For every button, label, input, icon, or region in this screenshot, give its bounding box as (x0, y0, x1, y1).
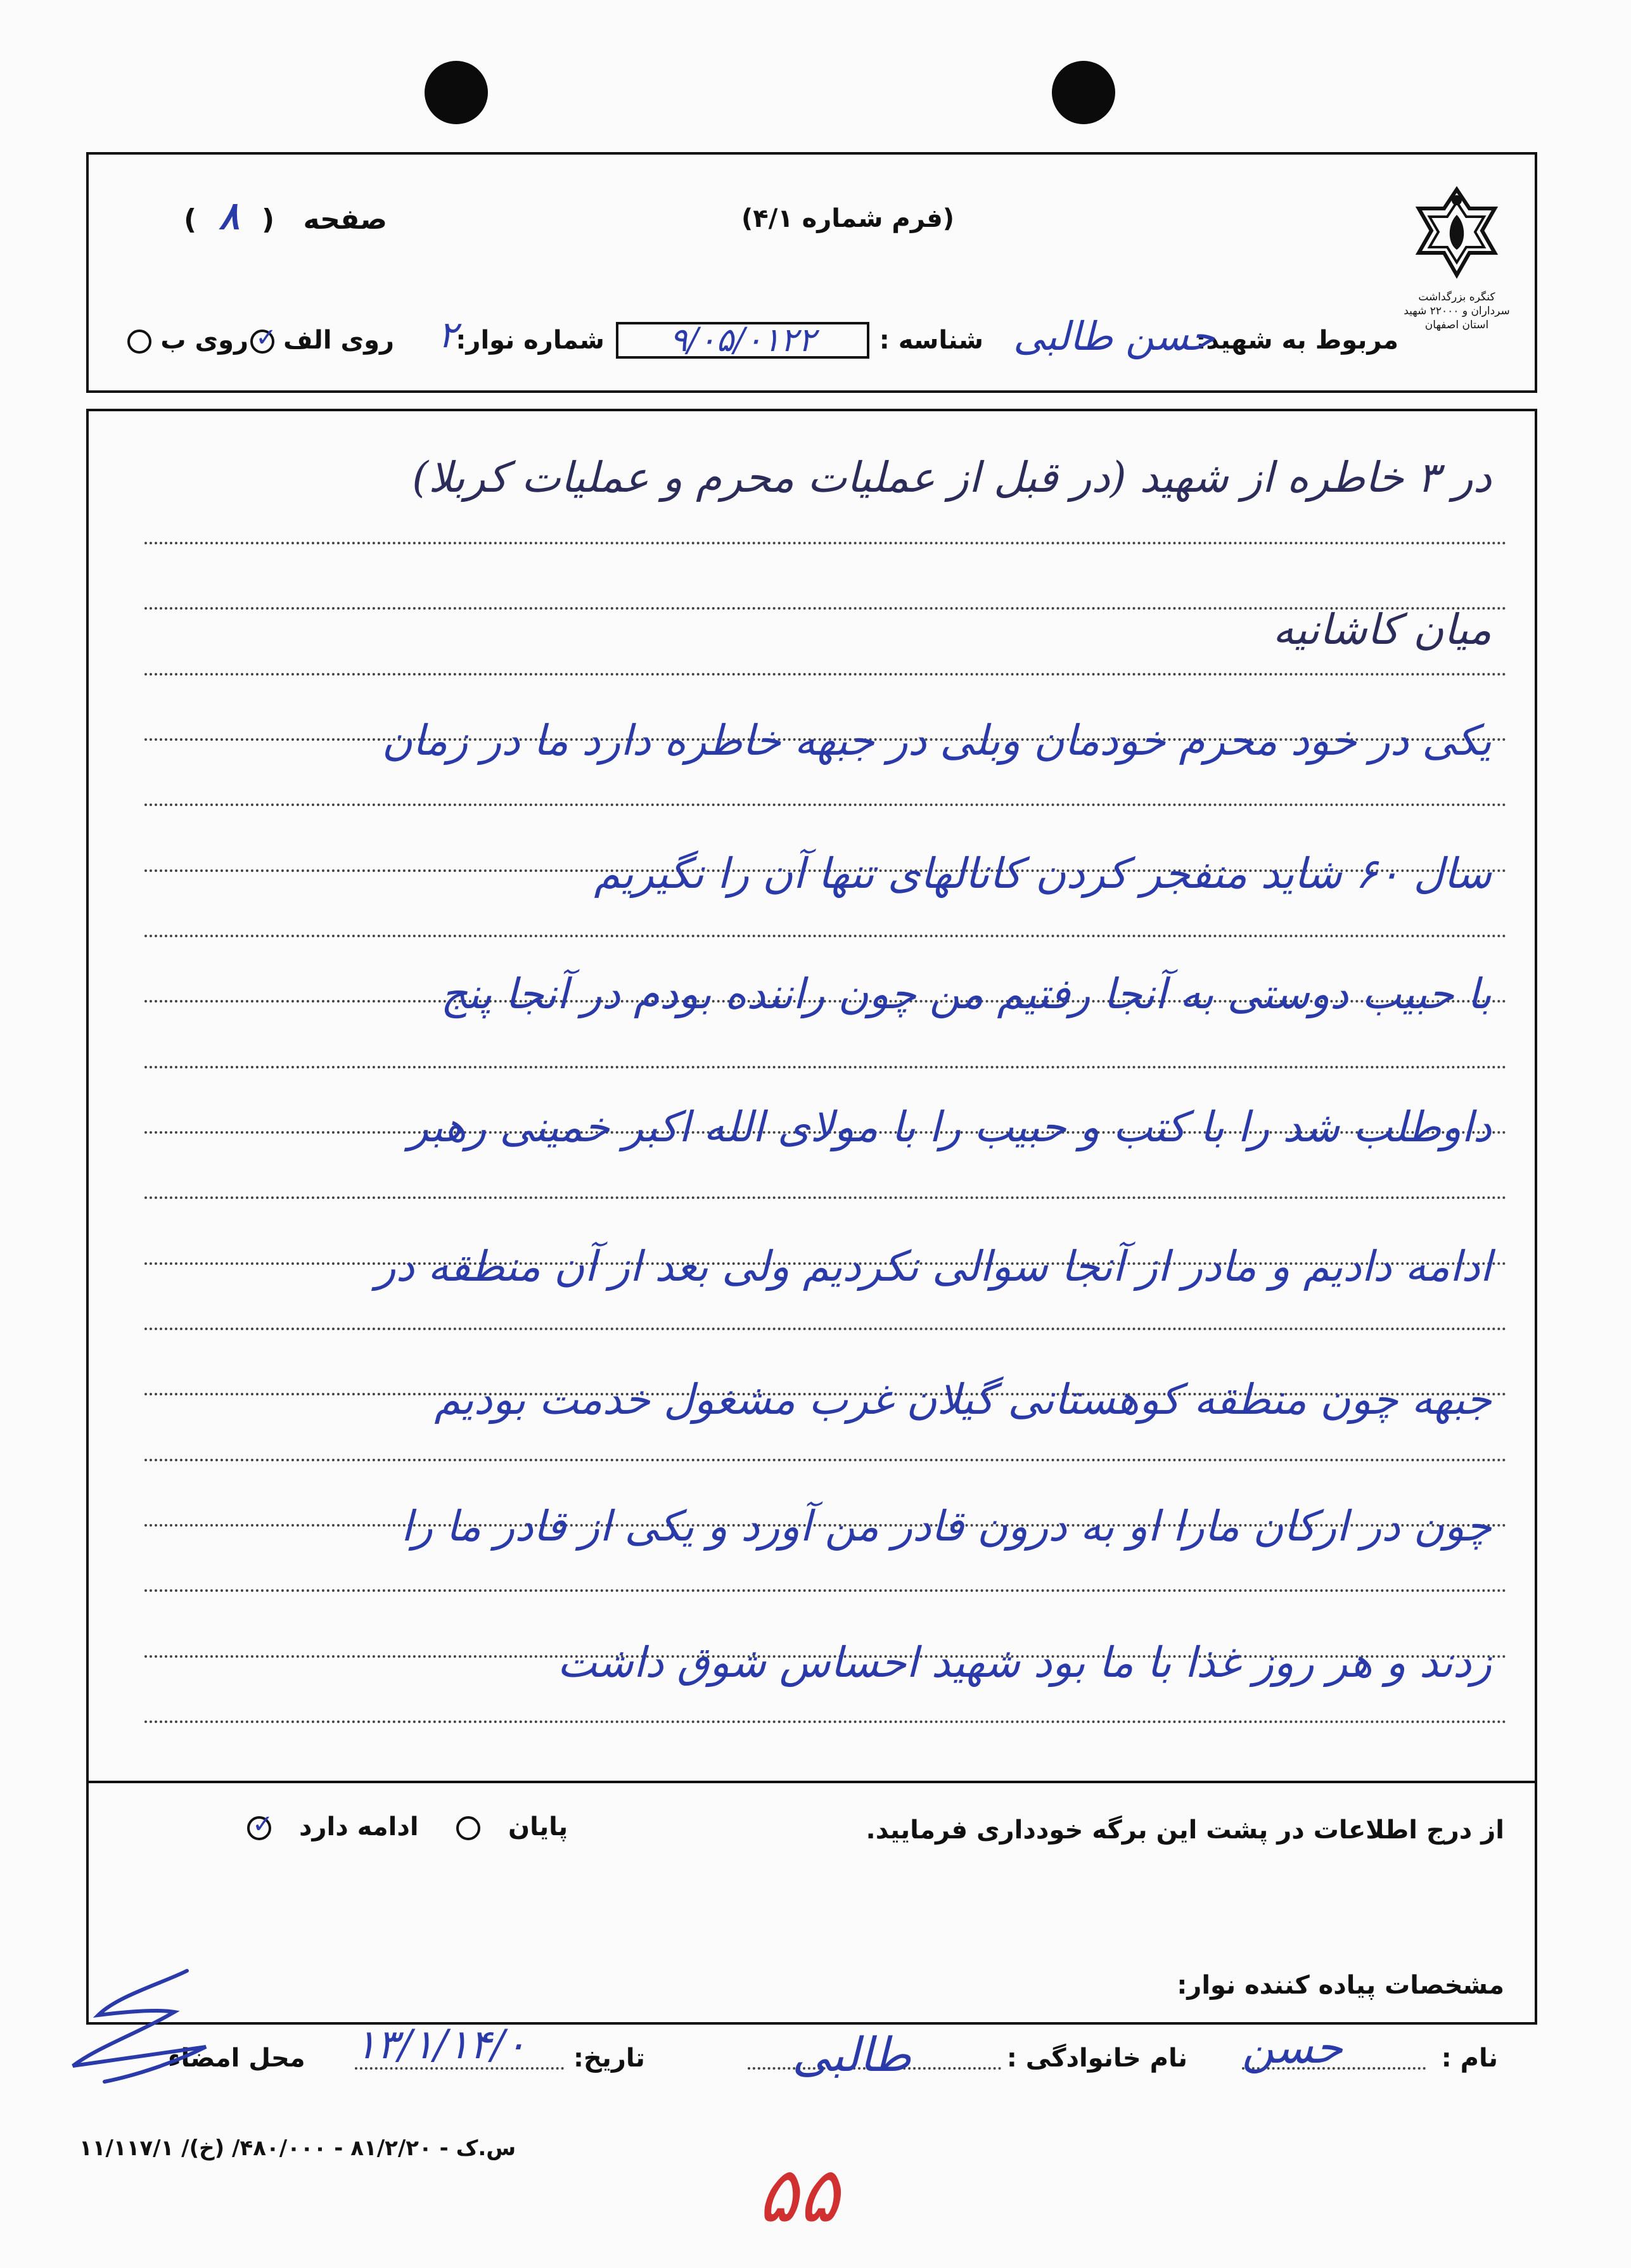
end-label: پایان (508, 1812, 568, 1842)
handwritten-page-number: ۵۵ (757, 2151, 839, 2239)
date-label: تاریخ: (573, 2044, 645, 2073)
tape-label: شماره نوار: (456, 326, 604, 355)
dotted-line (144, 935, 1507, 937)
side-a-group (250, 326, 394, 355)
body-divider (89, 1781, 1535, 1783)
handwritten-line: جبهه چون منطقه کوهستانی گیلان غرب مشغول خدمت بودیم (434, 1375, 1492, 1424)
last-name-label: نام خانوادگی : (1006, 2044, 1187, 2073)
page-number-close: ) (184, 203, 197, 236)
first-name-value: حسن (1242, 2021, 1343, 2073)
handwritten-line: سال ۶۰ شاید منفجر کردن کانالهای تنها آن را نگیریم (594, 849, 1492, 898)
header-box (86, 152, 1537, 393)
handwritten-line: ادامه دادیم و مادر از آنجا سوالی نکردیم ولی بعد از آن منطقه در (375, 1242, 1492, 1291)
page-number-value: ۸ (219, 194, 240, 238)
id-value: ۹/۰۵/۰۱۲۲ (669, 321, 816, 359)
end-checkbox[interactable] (456, 1816, 480, 1840)
print-code: ۱۱/۱۱۷/۱ /س.ک - ۸۱/۲/۲۰ - ۴۸۰/۰۰۰/ (خ) (79, 2136, 516, 2161)
dotted-line (144, 1066, 1507, 1068)
side-a-label: روی الف (283, 326, 394, 355)
dotted-line (144, 1459, 1507, 1461)
continue-checkbox[interactable] (247, 1816, 271, 1840)
side-b-checkbox[interactable] (127, 330, 151, 354)
handwritten-line: در ۳ خاطره از شهید (در قبل از عملیات محرم و عملیات کربلا) (412, 453, 1492, 502)
handwritten-line: یکی در خود محرم خودمان وبلی در جبهه خاطره دارد ما در زمان (381, 716, 1492, 765)
handwritten-line: با حبیب دوستی به آنجا رفتیم من چون راننده بودم در آنجا پنج (440, 970, 1492, 1018)
tape-value: ۲ (437, 313, 457, 356)
date-value: ۱۳/۱/۱۴/۰ (355, 2021, 527, 2068)
continue-option (247, 1812, 419, 1842)
id-box (616, 322, 869, 359)
page-number-group (184, 194, 387, 238)
handwritten-line: زدند و هر روز غذا با ما بود شهید احساس شوق داشت (557, 1638, 1492, 1687)
footer-note: از درج اطلاعات در پشت این برگه خودداری فرمایید. (866, 1816, 1504, 1845)
signature-mark (60, 1958, 238, 2091)
binder-hole-right (1052, 61, 1115, 124)
operator-title: مشخصات پیاده کننده نوار: (1177, 1971, 1504, 2000)
dotted-line (144, 1720, 1507, 1723)
martyr-label: مربوط به شهید: (1196, 326, 1398, 355)
id-label: شناسه : (879, 326, 983, 355)
logo-emblem-icon (1409, 186, 1504, 288)
dotted-line (144, 673, 1507, 676)
dotted-line (144, 1196, 1507, 1199)
handwritten-line: داوطلب شد را با کتب و حبیب را با مولای الله اکبر خمینی رهبر (408, 1103, 1492, 1151)
side-a-checkbox[interactable] (250, 330, 274, 354)
handwritten-line: میان کاشانیه (1272, 605, 1492, 654)
first-name-label: نام : (1441, 2044, 1498, 2073)
logo-caption: کنگره بزرگداشت سرداران و ۲۲۰۰۰ شهید استان اصفهان (1404, 291, 1510, 331)
end-option (456, 1812, 568, 1842)
dotted-line (144, 542, 1507, 544)
logo (1403, 186, 1511, 345)
dotted-line (144, 1589, 1507, 1592)
continue-label: ادامه دارد (298, 1812, 419, 1842)
binder-hole-left (425, 61, 488, 124)
form-number: (فرم شماره ۴/۱) (741, 204, 955, 233)
signature-label: محل امضاء (168, 2044, 305, 2073)
page-label: صفحه (303, 203, 388, 236)
side-b-group (127, 326, 248, 355)
handwritten-line: چون در ارکان مارا او به درون قادر من آورد و یکی از قادر ما را (400, 1502, 1492, 1551)
dotted-line (144, 804, 1507, 806)
side-b-label: روی ب (160, 326, 248, 355)
dotted-line (144, 1328, 1507, 1330)
martyr-name-value: حسن طالبی (1013, 313, 1215, 359)
last-name-value: طالبی (792, 2028, 911, 2082)
page-number-open: ( (262, 203, 275, 236)
